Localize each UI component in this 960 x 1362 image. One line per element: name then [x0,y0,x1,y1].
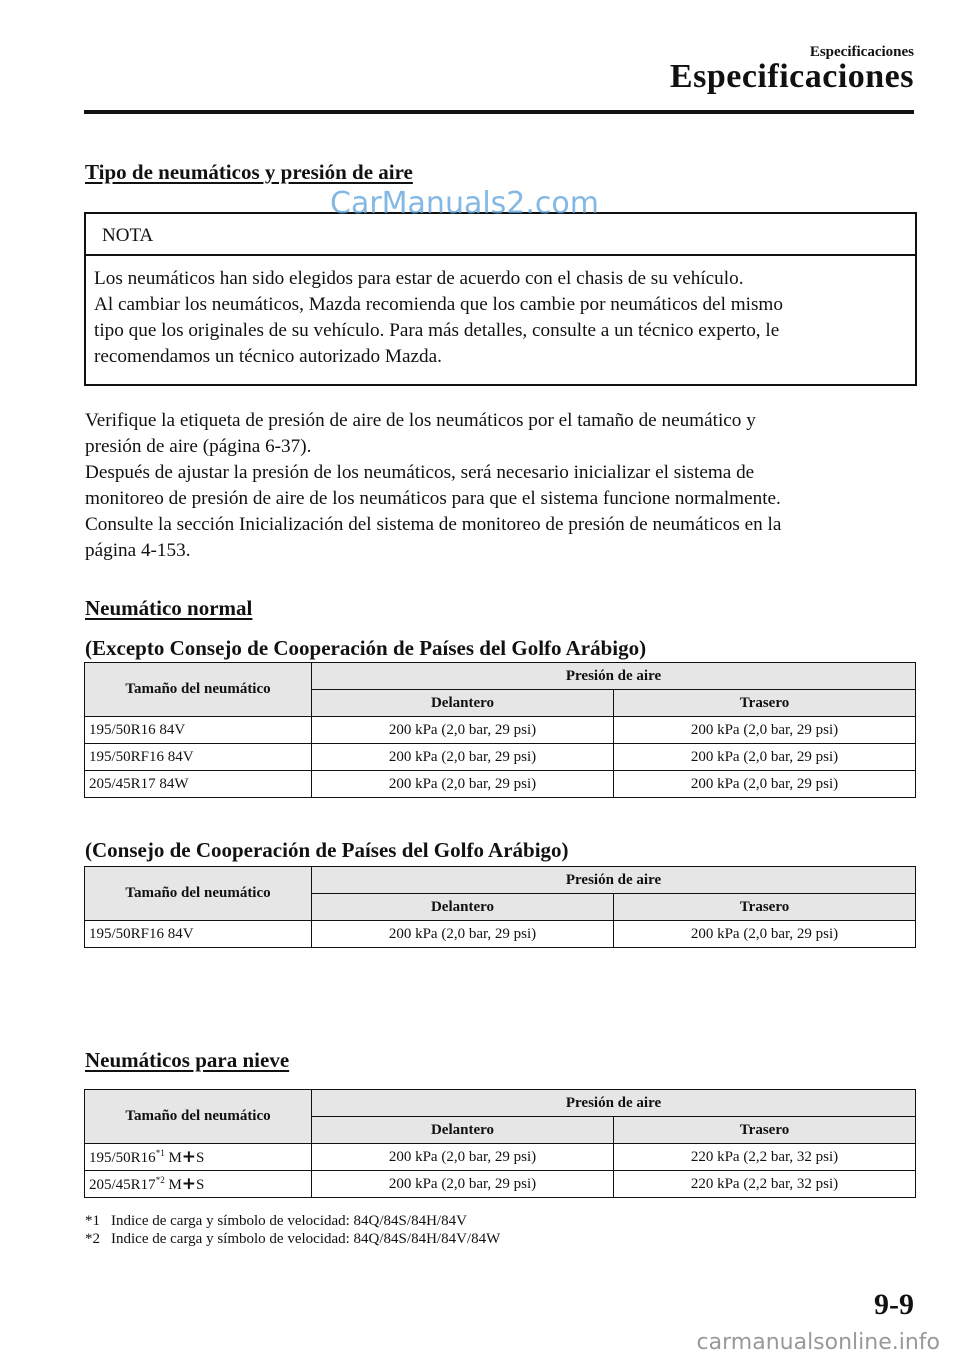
col-header-pressure: Presión de aire [312,663,916,690]
instruction-paragraph [85,408,915,564]
footnote-item [85,1212,500,1230]
table2-caption: (Consejo de Cooperación de Países del Golfo Arábigo) [85,838,569,862]
page-number: 9-9 [874,1288,914,1321]
footnote-text: Indice de carga y símbolo de velocidad: 84Q/84S/84H/84V/84W [111,1231,501,1247]
tire-pressure-table-standard [84,662,916,798]
col-header-size: Tamaño del neumático [85,867,312,921]
cell-front: 200 kPa (2,0 bar, 29 psi) [312,921,614,948]
cell-size: 195/50RF16 84V [85,744,312,771]
tire-size: 205/45R17 [89,1177,156,1193]
cell-rear: 220 kPa (2,2 bar, 32 psi) [614,1144,916,1171]
cell-front: 200 kPa (2,0 bar, 29 psi) [312,744,614,771]
tire-size: 195/50R16 [89,1150,156,1166]
cell-size [85,1144,312,1171]
paragraph-line: presión de aire (página 6-37). [85,436,312,457]
cell-rear: 200 kPa (2,0 bar, 29 psi) [614,771,916,798]
cell-size: 195/50RF16 84V [85,921,312,948]
ms-m: M [168,1150,182,1166]
footnote-mark: *2 [85,1231,100,1247]
col-header-front: Delantero [312,894,614,921]
table-row [85,1144,916,1171]
section-heading-snow-tires: Neumáticos para nieve [85,1048,290,1072]
table-row [85,1171,916,1198]
mud-snow-plus-icon: + [181,1147,197,1167]
table1-caption: (Excepto Consejo de Cooperación de Países del Golfo Arábigo) [85,636,647,660]
footnote-item [85,1230,500,1248]
cell-size [85,1171,312,1198]
paragraph-line: monitoreo de presión de aire de los neumáticos para que el sistema funcione normalmente. [85,488,781,509]
footnote-text: Indice de carga y símbolo de velocidad: 84Q/84S/84H/84V [111,1213,467,1229]
ms-m: M [168,1177,182,1193]
cell-front: 200 kPa (2,0 bar, 29 psi) [312,1171,614,1198]
cell-size: 205/45R17 84W [85,771,312,798]
paragraph-line: Verifique la etiqueta de presión de aire de los neumáticos por el tamaño de neumático y [85,410,756,431]
chapter-title: Especificaciones [669,58,914,95]
paragraph-line: Consulte la sección Inicialización del sistema de monitoreo de presión de neumáticos en la [85,514,782,535]
col-header-front: Delantero [312,690,614,717]
paragraph-line: Después de ajustar la presión de los neumáticos, será necesario inicializar el sistema de [85,462,755,483]
table-row [85,771,916,798]
cell-front: 200 kPa (2,0 bar, 29 psi) [312,771,614,798]
note-line: tipo que los originales de su vehículo. Para más detalles, consulte a un técnico experto, le [94,320,780,341]
footnote-mark: *1 [85,1213,100,1229]
note-body [86,256,915,370]
table-row [85,717,916,744]
section-heading-normal-tire: Neumático normal [85,596,253,620]
note-label: NOTA [86,214,915,256]
running-header: Especificaciones [809,44,914,60]
ms-s: S [196,1150,205,1166]
tire-pressure-table-gulf [84,866,916,948]
note-line: recomendamos un técnico autorizado Mazda. [94,346,442,367]
footnotes [85,1212,500,1248]
note-line: Los neumáticos han sido elegidos para estar de acuerdo con el chasis de su vehículo. [94,268,744,289]
footnote-ref: *1 [155,1148,165,1158]
note-line: Al cambiar los neumáticos, Mazda recomienda que los cambie por neumáticos del mismo [94,294,783,315]
col-header-size: Tamaño del neumático [85,663,312,717]
mud-snow-plus-icon: + [181,1174,197,1194]
table-row [85,921,916,948]
cell-rear: 220 kPa (2,2 bar, 32 psi) [614,1171,916,1198]
cell-rear: 200 kPa (2,0 bar, 29 psi) [614,921,916,948]
col-header-rear: Trasero [614,690,916,717]
tire-pressure-table-snow [84,1089,916,1198]
col-header-pressure: Presión de aire [312,1090,916,1117]
cell-rear: 200 kPa (2,0 bar, 29 psi) [614,717,916,744]
col-header-rear: Trasero [614,894,916,921]
table-row [85,744,916,771]
section-heading-tire-type: Tipo de neumáticos y presión de aire [85,160,413,184]
col-header-front: Delantero [312,1117,614,1144]
col-header-size: Tamaño del neumático [85,1090,312,1144]
paragraph-line: página 4-153. [85,540,191,561]
header-divider [84,110,914,114]
site-watermark: carmanualsonline.info [696,1330,940,1355]
col-header-pressure: Presión de aire [312,867,916,894]
col-header-rear: Trasero [614,1117,916,1144]
cell-front: 200 kPa (2,0 bar, 29 psi) [312,1144,614,1171]
note-box [84,212,917,386]
cell-rear: 200 kPa (2,0 bar, 29 psi) [614,744,916,771]
cell-size: 195/50R16 84V [85,717,312,744]
watermark: CarManuals2.com [330,186,600,221]
cell-front: 200 kPa (2,0 bar, 29 psi) [312,717,614,744]
ms-s: S [196,1177,205,1193]
footnote-ref: *2 [155,1175,165,1185]
